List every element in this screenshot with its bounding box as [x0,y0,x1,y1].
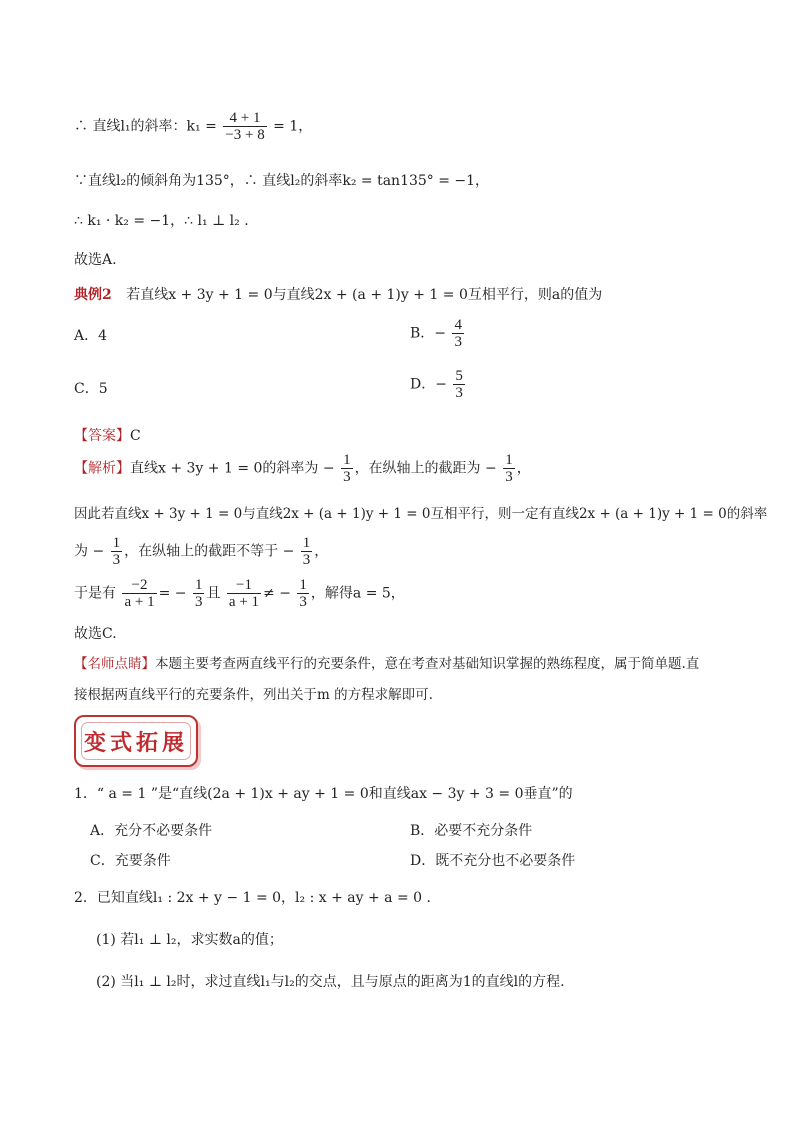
answer-value: C [130,428,141,444]
analysis-fraction [503,452,515,485]
fraction-numerator: −2 [122,577,156,594]
fraction-denominator: a + 1 [228,594,260,610]
fraction-numerator: 4 + 1 [223,110,266,127]
analysis-text: ，在纵轴上的截距不等于 − [124,543,295,560]
fraction-numerator: −1 [227,577,261,594]
fraction-numerator: 1 [302,535,311,551]
exercise-2-part-2: (2) 当l₁ ⊥ l₂时，求过直线l₁与l₂的交点，且与原点的距离为1的直线l的方程. [96,974,565,990]
exercise-2-question: 2．已知直线l₁ : 2x + y − 1 = 0，l₂ : x + ay + a = 0 . [74,890,431,906]
fraction-numerator: 1 [505,452,513,468]
proof-line-1-tail: = 1， [273,118,313,135]
fraction-denominator: 3 [299,594,307,610]
exercise-1-option-d: D．既不充分也不必要条件 [410,853,576,869]
analysis-text-b: ，在纵轴上的截距为 − [354,460,497,477]
analysis-text: ≠ − [263,585,291,602]
fraction-numerator: 1 [194,577,203,593]
exercise-1-option-b: B．必要不充分条件 [410,823,533,839]
example2-question-row [74,284,602,304]
analysis-text: 为 − [74,543,105,560]
analysis-fraction [301,535,313,568]
analysis-fraction [193,577,205,610]
analysis-text: 且 [206,585,221,602]
analysis-fraction [111,535,123,568]
proof-line-1 [74,110,312,143]
fraction-denominator: −3 + 8 [225,127,265,143]
analysis-text: 于是有 [74,585,116,602]
fraction-denominator: a + 1 [124,594,155,610]
proof-line-3: ∴ k₁ · k₂ = −1，∴ l₁ ⊥ l₂ . [74,213,249,229]
analysis-tag: 【解析】 [74,460,130,477]
fraction-numerator: 1 [343,452,351,468]
exercise-1-question: 1．“ a = 1 ”是“直线(2a + 1)x + ay + 1 = 0和直线ax − 3y + 3 = 0垂直”的 [74,786,573,802]
option-d-fraction [453,368,465,401]
example2-tag: 典例2 [74,287,112,303]
fraction-denominator: 3 [302,552,311,568]
option-d [410,368,467,401]
analysis-text: = − [158,585,187,602]
analysis-text-c: ， [516,460,531,477]
exercise-1-option-c: C．充要条件 [90,853,171,869]
tip-line-2: 接根据两直线平行的充要条件，列出关于m 的方程求解即可. [74,687,433,703]
analysis-fraction [297,577,309,610]
analysis-fraction [227,577,261,610]
proof-line-1-text: ∴ 直线l₁的斜率：k₁ = [74,118,217,135]
analysis-line-3 [74,535,328,568]
analysis-line-1 [74,452,531,485]
answer-tag: 【答案】 [74,428,130,444]
example2-question: 若直线x + 3y + 1 = 0与直线2x + (a + 1)y + 1 = 0互相平行，则a的值为 [126,287,603,303]
tip-tag: 【名师点睛】 [74,656,155,672]
analysis-line-4 [74,577,405,610]
fraction-denominator: 3 [505,469,513,485]
fraction-denominator: 3 [112,552,121,568]
fraction-numerator: 1 [299,577,307,593]
analysis-line-5: 故选C. [74,626,117,642]
exercise-1-option-a: A．充分不必要条件 [90,823,213,839]
proof-line-4: 故选A. [74,252,117,268]
exercise-2-part-1: (1) 若l₁ ⊥ l₂，求实数a的值； [96,932,283,948]
tip-text-1: 本题主要考查两直线平行的充要条件，意在考查对基础知识掌握的熟练程度，属于简单题.直 [155,656,700,672]
section-banner-title: 变式拓展 [83,729,188,756]
tip-line-1 [74,652,699,672]
option-d-label: D．− [410,376,447,393]
analysis-fraction [341,452,353,485]
option-b [410,317,466,350]
fraction-numerator: 4 [454,317,462,333]
analysis-text: ，解得a = 5， [310,585,405,602]
analysis-line-2: 因此若直线x + 3y + 1 = 0与直线2x + (a + 1)y + 1 = 0互相平行，则一定有直线2x + (a + 1)y + 1 = 0的斜率 [74,506,768,522]
fraction-denominator: 3 [455,385,463,401]
section-banner [74,715,198,767]
analysis-fraction [122,577,156,610]
analysis-text: ， [314,543,329,560]
option-b-fraction [452,317,464,350]
fraction-denominator: 3 [194,594,203,610]
slope-fraction [223,110,266,143]
answer-row [74,425,141,445]
option-b-label: B．− [410,325,447,342]
fraction-denominator: 3 [343,469,351,485]
option-c: C．5 [74,381,108,397]
option-a: A．4 [74,328,108,344]
analysis-text-a: 直线x + 3y + 1 = 0的斜率为 − [130,460,335,477]
fraction-numerator: 5 [455,368,463,384]
proof-line-2: ∵直线l₂的倾斜角为135°，∴ 直线l₂的斜率k₂ = tan135° = −1， [74,173,490,189]
fraction-numerator: 1 [112,535,121,551]
fraction-denominator: 3 [454,334,462,350]
